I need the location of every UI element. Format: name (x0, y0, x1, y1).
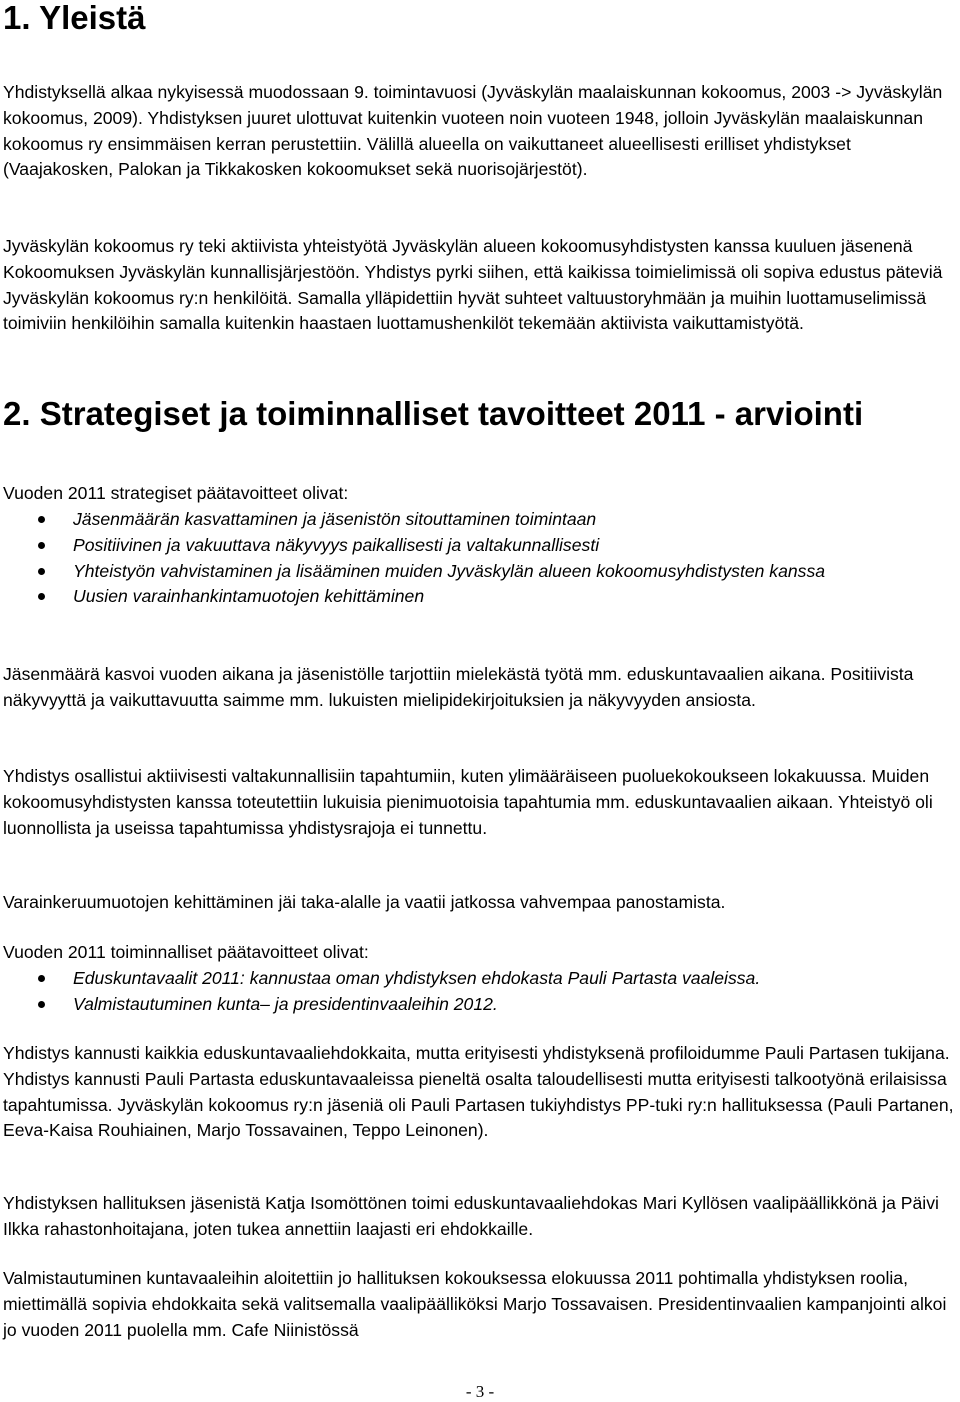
page-number: - 3 - (465, 1382, 495, 1401)
paragraph-election-preparation: Valmistautuminen kuntavaaleihin aloitettiin jo hallituksen kokouksessa elokuussa 2011 pohtimalla yhdistyksen roolia, miettimällä sopivia ehdokkaita sekä valitsemalla vaalipäälliköksi Marjo Tossavaisen. Presidentinvaalien kampanjointi alkoi jo vuoden 2011 puolella mm. Cafe Niinistössä (3, 1268, 947, 1340)
list-item-text: Eduskuntavaalit 2011: kannustaa oman yhdistyksen ehdokasta Pauli Partasta vaaleissa. (73, 968, 761, 988)
list-item-text: Valmistautuminen kunta– ja presidentinvaaleihin 2012. (73, 993, 498, 1014)
list-item (3, 584, 955, 610)
paragraph-history: Yhdistyksellä alkaa nykyisessä muodossaan 9. toimintavuosi (Jyväskylän maalaiskunnan kokoomus, 2003 -> Jyväskylän kokoomus, 2009). Yhdistyksen juuret ulottuvat kuitenkin vuoteen noin vuoteen 1948, jolloin Jyväskylän maalaiskunnan kokoomus ry ensimmäisen kerran perustettiin. Välillä alueella on vaikuttaneet alueellisesti erilliset yhdistykset (Vaajakosken, Palokan ja Tikkakosken kokoomukset sekä nuorisojärjestöt). (3, 82, 943, 180)
list-item-text: Yhteistyön vahvistaminen ja lisääminen muiden Jyväskylän alueen kokoomusyhdistysten kanssa (73, 560, 826, 581)
paragraph-funding: Varainkeruumuotojen kehittäminen jäi taka-alalle ja vaatii jatkossa vahvempaa panostamista. (3, 892, 726, 912)
list-item (3, 507, 955, 533)
operational-goals-intro: Vuoden 2011 toiminnalliset päätavoitteet olivat: (3, 942, 369, 962)
bullet-icon (38, 516, 45, 523)
bullet-icon (38, 542, 45, 549)
paragraph-candidates: Yhdistys kannusti kaikkia eduskuntavaaliehdokkaita, mutta erityisesti yhdistyksenä profiloidumme Pauli Partasen tukijana. Yhdistys kannusti Pauli Partasta eduskuntavaaleissa pieneltä osalta taloudellisesti mutta erityisesti talkootyönä erilaisissa tapahtumissa. Jyväskylän kokoomus ry:n jäseniä oli Pauli Partasen tukiyhdistys PP-tuki ry:n hallituksessa (Pauli Partanen, Eeva-Kaisa Rouhiainen, Marjo Tossavainen, Teppo Leinonen). (3, 1043, 954, 1141)
bullet-icon (38, 1001, 45, 1008)
section-heading-yleista: 1. Yleistä (3, 0, 146, 36)
bullet-icon (38, 975, 45, 982)
section-heading-strategy: 2. Strategiset ja toiminnalliset tavoitteet 2011 - arviointi (3, 395, 864, 432)
bullet-icon (38, 568, 45, 575)
list-item-text: Positiivinen ja vakuuttava näkyvyys paikallisesti ja valtakunnallisesti (73, 534, 600, 555)
paragraph-events: Yhdistys osallistui aktiivisesti valtakunnallisiin tapahtumiin, kuten ylimääräiseen puoluekokoukseen lokakuussa. Muiden kokoomusyhdistysten kanssa toteutettiin lukuisia pienimuotoisia tapahtumia mm. eduskuntavaalien aikaan. Yhteistyö oli luonnollista ja useissa tapahtumissa yhdistysrajoja ei tunnettu. (3, 766, 933, 838)
paragraph-cooperation-overview: Jyväskylän kokoomus ry teki aktiivista yhteistyötä Jyväskylän alueen kokoomusyhdistysten kanssa kuuluen jäsenenä Kokoomuksen Jyväskylän kunnallisjärjestöön. Yhdistys pyrki siihen, että kaikissa toimielimissä oli sopiva edustus päteviä Jyväskylän kokoomus ry:n henkilöitä. Samalla ylläpidettiin hyvät suhteet valtuustoryhmään ja muihin luottamuselimissä toimiviin henkilöihin samalla kuitenkin haastaen luottamushenkilöt tekemään aktiivista vaikuttamistyötä. (3, 236, 943, 334)
strategic-goals-list (3, 507, 955, 610)
operational-goals-list (3, 966, 955, 1018)
list-item (3, 533, 955, 559)
list-item (3, 966, 955, 992)
paragraph-membership: Jäsenmäärä kasvoi vuoden aikana ja jäsenistölle tarjottiin mielekästä työtä mm. eduskuntavaalien aikana. Positiivista näkyvyyttä ja vaikuttavuutta saimme mm. lukuisten mielipidekirjoituksien ja näkyvyyden ansiosta. (3, 664, 914, 710)
bullet-icon (38, 593, 45, 600)
paragraph-board-members: Yhdistyksen hallituksen jäsenistä Katja Isomöttönen toimi eduskuntavaaliehdokas Mari Kyllösen vaalipäällikkönä ja Päivi Ilkka rahastonhoitajana, joten tukea annettiin laajasti eri ehdokkaille. (3, 1193, 939, 1239)
list-item-text: Uusien varainhankintamuotojen kehittäminen (73, 586, 425, 607)
list-item-text: Jäsenmäärän kasvattaminen ja jäsenistön sitouttaminen toimintaan (73, 509, 597, 529)
list-item (3, 559, 955, 585)
list-item (3, 992, 955, 1018)
strategic-goals-intro: Vuoden 2011 strategiset päätavoitteet olivat: (3, 483, 349, 503)
